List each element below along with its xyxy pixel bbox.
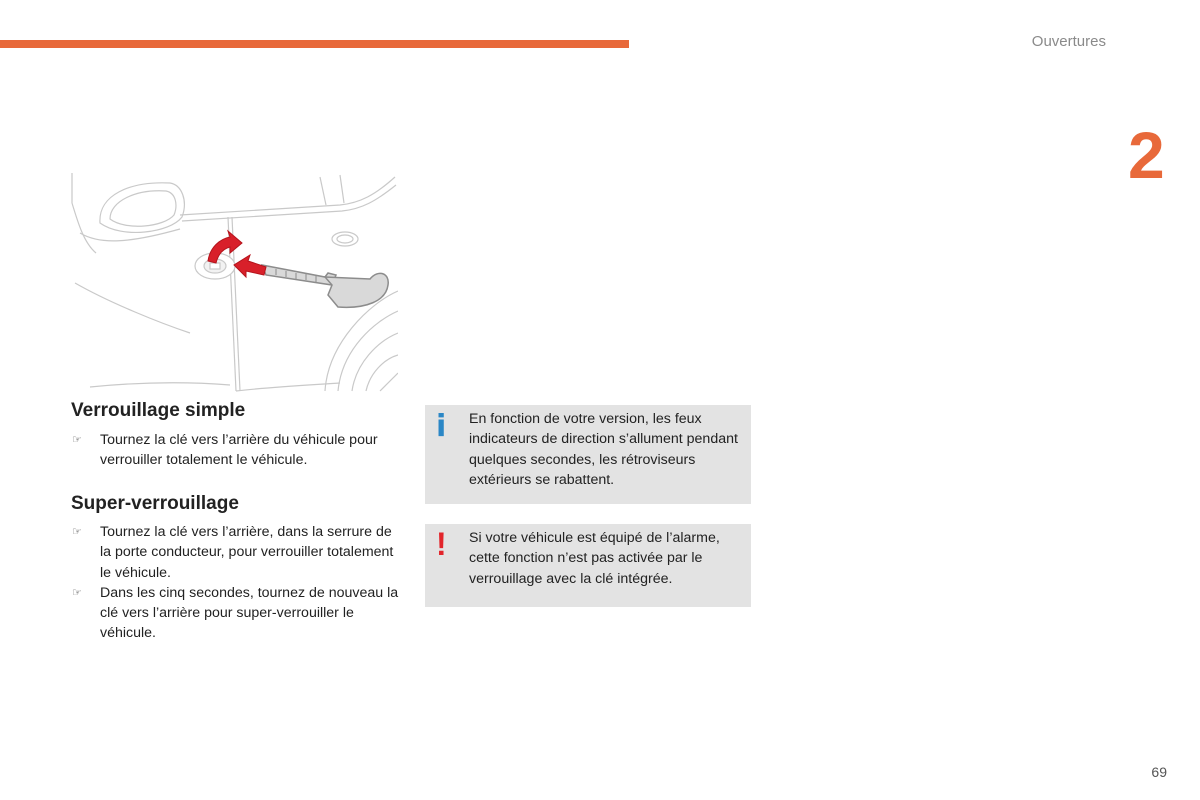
info-icon: i <box>436 409 447 444</box>
list-item-text: Dans les cinq secondes, tournez de nouveau la clé vers l’arrière pour super-verrouiller le véhicule. <box>100 584 399 642</box>
list-item-text: Tournez la clé vers l’arrière, dans la serrure de la porte conducteur, pour verrouiller totalement le véhicule. <box>100 524 394 581</box>
info-note-text: En fonction de votre version, les feux indicateurs de direction s’allument pendant quelques secondes, les rétroviseurs extérieurs se rabattent. <box>469 411 738 488</box>
section-heading-verrouillage-simple: Verrouillage simple <box>71 400 246 421</box>
pointing-hand-icon: ☞ <box>72 586 82 599</box>
bullet-list-super-verrouillage <box>71 522 401 644</box>
key-in-door-lock-illustration <box>70 173 398 393</box>
section-heading-super-verrouillage: Super-verrouillage <box>71 493 239 514</box>
pointing-hand-icon: ☞ <box>72 434 82 446</box>
bullet-list-verrouillage-simple <box>71 430 401 471</box>
warning-note-box <box>425 524 751 607</box>
warning-note-text: Si votre véhicule est équipé de l’alarme, cette fonction n’est pas activée par le verrouillage avec la clé intégrée. <box>469 530 720 587</box>
list-item <box>71 430 401 471</box>
list-item <box>71 583 401 644</box>
page-number: 69 <box>1151 764 1167 780</box>
warning-icon: ! <box>436 526 447 562</box>
pointing-hand-icon: ☞ <box>72 526 82 538</box>
chapter-number: 2 <box>1128 118 1165 192</box>
section-title: Ouvertures <box>1031 33 1106 50</box>
info-note-box <box>425 405 751 504</box>
header-accent-bar <box>0 40 629 48</box>
list-item <box>71 522 401 583</box>
list-item-text: Tournez la clé vers l’arrière du véhicule pour verrouiller totalement le véhicule. <box>100 432 378 469</box>
